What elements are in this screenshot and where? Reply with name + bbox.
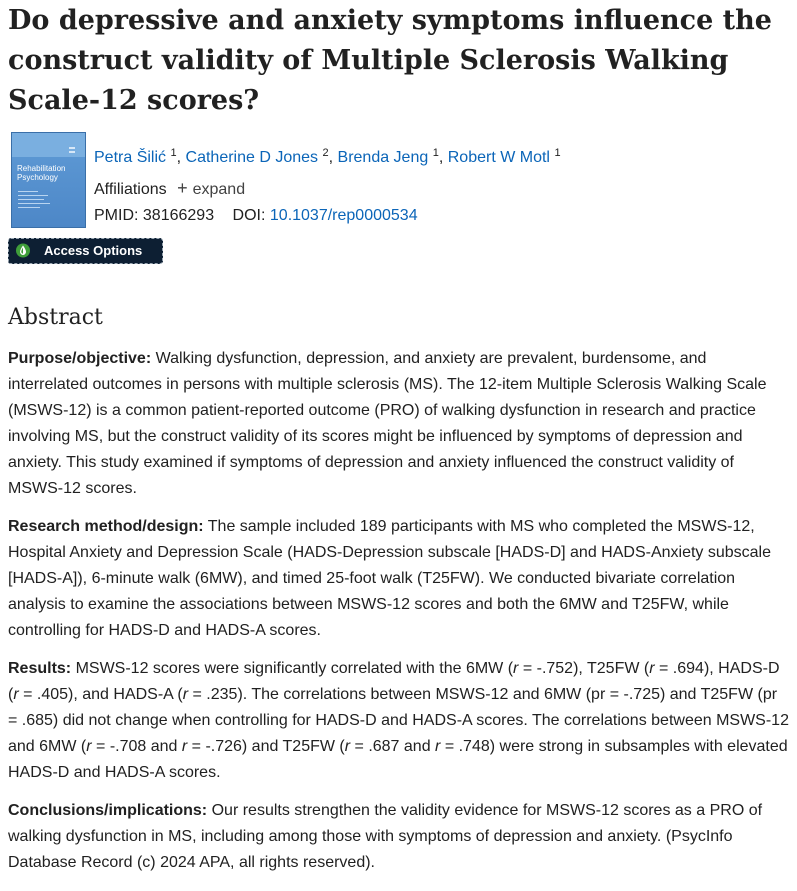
access-options-button[interactable] [8,238,163,264]
doi-label: DOI: [232,207,266,224]
article-title: Do depressive and anxiety symptoms influence the construct validity of Multiple Sclerosis Walking Scale-12 scores? [8,5,772,116]
article-meta [8,125,789,295]
abstract-body [8,346,790,888]
section-label: Research method/design: [8,518,204,535]
affiliations-label: Affiliations [94,181,167,198]
affiliation-number[interactable]: 1 [554,147,561,159]
doi-link[interactable]: 10.1037/rep0000534 [269,207,418,224]
section-text: Walking dysfunction, depression, and anxiety are prevalent, burdensome, and interrelated outcomes in persons with multiple sclerosis (MS). The 12-item Multiple Sclerosis Walking Scale (MSWS-12) is a common patient-reported outcome (PRO) of walking dysfunction in research and practice involving MS, but the construct validity of its scores might be influenced by symptoms of depression and anxiety. This study examined if symptoms of depression and anxiety influenced the construct validity of MSWS-12 scores. [8,350,767,497]
access-options-label: Access Options [44,243,143,258]
affiliation-number[interactable]: 1 [170,147,177,159]
author-list: Petra Šilić $^1$, Catherine D Jones $^2$, Brenda Jeng $^1$, Robert W Motl $^1$ [94,147,561,166]
author-link[interactable]: Brenda Jeng [337,149,429,166]
abstract-paragraph [8,346,790,502]
journal-cover-image[interactable] [11,132,86,228]
author-link[interactable]: Robert W Motl [447,149,550,166]
plus-icon: + [177,178,188,198]
pmid-label: PMID: [94,207,139,224]
affiliations-toggle[interactable] [94,177,245,201]
author-link[interactable]: Petra Šilić [94,149,167,166]
section-text: Our results strengthen the validity evidence for MSWS-12 scores as a PRO of walking dysfunction in MS, including among those with symptoms of depression and anxiety. (PsycInfo Database Record (c) 2024 APA, all rights reserved). [8,802,763,871]
abstract-heading: Abstract [8,305,103,330]
section-label: Results: [8,660,72,677]
abstract-paragraph [8,514,790,644]
green-drop-icon [16,243,30,258]
article-identifiers [94,205,418,227]
section-text: The sample included 189 participants with MS who completed the MSWS-12, Hospital Anxiety and Depression Scale (HADS-Depression subscale [HADS-D] and HADS-Anxiety subscale [HADS-A]), 6-minute walk (6MW), and timed 25-foot walk (T25FW). We conducted bivariate correlation analysis to examine the associations between MSWS-12 scores and both the 6MW and T25FW, while controlling for HADS-D and HADS-A scores. [8,518,771,639]
section-label: Purpose/objective: [8,350,152,367]
journal-cover-line1: Rehabilitation [17,164,66,173]
affiliation-number[interactable]: 2 [322,147,329,159]
abstract-paragraph [8,798,790,876]
journal-cover-line2: Psychology [17,173,58,182]
expand-button[interactable]: + expand [177,178,246,198]
pmid-value: 38166293 [142,207,215,224]
author-link[interactable]: Catherine D Jones [185,149,319,166]
abstract-paragraph: Results: MSWS-12 scores were significantly correlated with the 6MW (r = -.752), T25FW (r = .694), HADS-D (r = .405), and HADS-A (r = .235). The correlations between MSWS-12 and 6MW (pr = -.725) and T25FW (pr = .685) did not change when controlling for HADS-D and HADS-A scores. The correlations between MSWS-12 and 6MW (r = -.708 and r = -.726) and T25FW (r = .687 and r = .748) were strong in subsamples with elevated HADS-D and HADS-A scores. [8,660,789,781]
section-label: Conclusions/implications: [8,802,208,819]
affiliation-number[interactable]: 1 [432,147,439,159]
